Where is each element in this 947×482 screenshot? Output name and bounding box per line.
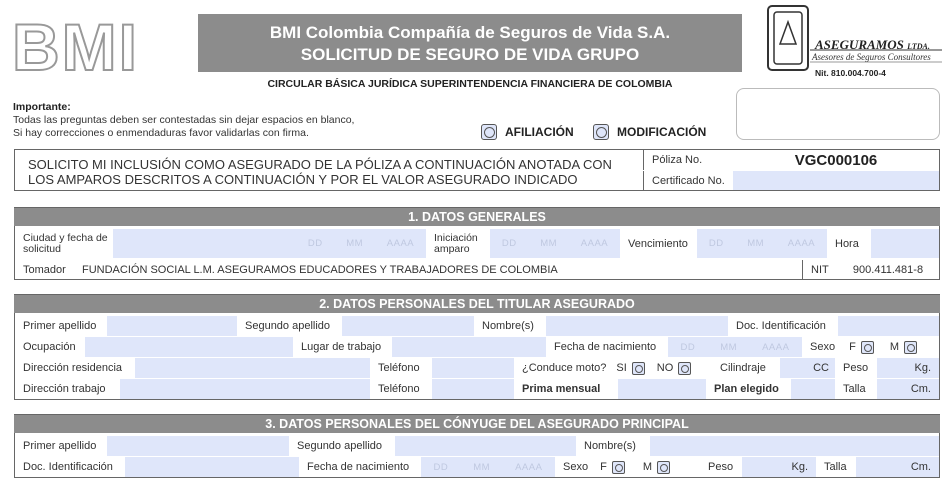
ocupacion-input[interactable] — [85, 337, 293, 357]
dir-residencia-input[interactable] — [135, 358, 370, 378]
conyuge-sexo-f-label: F — [600, 461, 607, 473]
dir-residencia-label: Dirección residencia — [15, 358, 135, 378]
nombres-input[interactable] — [546, 316, 728, 336]
telefono-trabajo-label: Teléfono — [370, 379, 432, 399]
si-label: SI — [616, 362, 627, 374]
doc-id-label: Doc. Identificación — [728, 316, 838, 336]
plan-elegido-input[interactable] — [791, 379, 835, 399]
ciudad-input[interactable] — [113, 229, 296, 258]
conyuge-nombres-label: Nombre(s) — [576, 436, 650, 456]
conyuge-peso-label: Peso — [700, 457, 742, 477]
afiliacion-option[interactable] — [481, 122, 574, 142]
conyuge-fecha-nacimiento-label: Fecha de nacimiento — [299, 457, 421, 477]
aaaa-placeholder: AAAA — [386, 238, 415, 249]
conyuge-cm-unit: Cm. — [910, 461, 931, 473]
brand-tagline: Asesores de Seguros Consultores — [812, 52, 931, 62]
conyuge-doc-id-label: Doc. Identificación — [15, 457, 125, 477]
lugar-trabajo-input[interactable] — [392, 337, 546, 357]
conduce-moto-label: ¿Conduce moto? — [522, 362, 607, 374]
important-line-1: Todas las preguntas deben ser contestadas sin dejar espacios en blanco, — [13, 114, 355, 126]
conyuge-primer-apellido-label: Primer apellido — [15, 436, 107, 456]
kg-unit: Kg. — [914, 362, 931, 374]
telefono-input[interactable] — [432, 358, 514, 378]
dir-trabajo-label: Dirección trabajo — [15, 379, 120, 399]
tomador-value: FUNDACIÓN SOCIAL L.M. ASEGURAMOS EDUCADORES Y TRABAJADORES DE COLOMBIA — [82, 263, 558, 276]
talla-input[interactable] — [877, 379, 939, 399]
conyuge-segundo-apellido-input[interactable] — [395, 436, 576, 456]
bmi-logo — [12, 14, 172, 76]
conyuge-talla-label: Talla — [816, 457, 856, 477]
form-title: SOLICITUD DE SEGURO DE VIDA GRUPO — [300, 45, 640, 64]
important-title: Importante: — [13, 101, 71, 113]
nit-value: 900.411.481-8 — [852, 263, 924, 276]
aaaa-placeholder: AAAA — [515, 461, 543, 473]
cm-unit: Cm. — [910, 383, 931, 395]
talla-label: Talla — [835, 379, 877, 399]
primer-apellido-input[interactable] — [107, 316, 237, 336]
cc-unit: CC — [813, 362, 829, 374]
sexo-f-checkbox[interactable] — [861, 341, 874, 354]
conyuge-sexo-f-checkbox[interactable] — [612, 461, 625, 474]
telefono-label: Teléfono — [370, 358, 432, 378]
modificacion-checkbox[interactable] — [593, 124, 609, 140]
plan-elegido-label: Plan elegido — [706, 379, 791, 399]
telefono-trabajo-input[interactable] — [432, 379, 514, 399]
solicitud-text: SOLICITO MI INCLUSIÓN COMO ASEGURADO DE LA PÓLIZA A CONTINUACIÓN ANOTADA CON LOS AMPAROS DESCRITOS A CONTINUACIÓN Y POR EL VALOR ASEGURADO INDICADO — [28, 157, 612, 187]
ciudad-fecha-label: Ciudad y fecha de solicitud — [15, 229, 113, 258]
nombres-label: Nombre(s) — [474, 316, 546, 336]
sexo-label: Sexo — [810, 341, 836, 353]
form-header — [198, 14, 742, 72]
company-name: BMI Colombia Compañía de Seguros de Vida S.A. — [269, 23, 671, 42]
dir-trabajo-input[interactable] — [120, 379, 370, 399]
mm-placeholder: MM — [346, 238, 364, 249]
conduce-moto-group — [514, 358, 712, 378]
dd-placeholder: DD — [680, 341, 696, 353]
conyuge-sexo-label: Sexo — [563, 461, 589, 473]
conyuge-primer-apellido-input[interactable] — [107, 436, 289, 456]
peso-input[interactable] — [877, 358, 939, 378]
aaaa-placeholder: AAAA — [762, 341, 790, 353]
afiliacion-checkbox[interactable] — [481, 124, 497, 140]
modificacion-option[interactable] — [593, 122, 706, 142]
no-checkbox[interactable] — [678, 362, 691, 375]
mm-placeholder: MM — [720, 341, 738, 353]
bmi-logo-text: BMI — [12, 14, 139, 76]
ocupacion-label: Ocupación — [15, 337, 85, 357]
dd-placeholder: DD — [307, 238, 323, 249]
mm-placeholder: MM — [747, 238, 765, 249]
conyuge-sexo-m-label: M — [642, 461, 652, 473]
fecha-nacimiento-input[interactable] — [668, 337, 802, 357]
certificado-label: Certificado No. — [643, 171, 733, 190]
conyuge-nombres-input[interactable] — [650, 436, 939, 456]
lugar-trabajo-label: Lugar de trabajo — [293, 337, 392, 357]
poliza-value: VGC000106 — [794, 151, 878, 169]
dd-placeholder: DD — [708, 238, 724, 249]
cilindraje-label: Cilindraje — [712, 358, 780, 378]
modificacion-label: MODIFICACIÓN — [617, 125, 707, 139]
vencimiento-label: Vencimiento — [620, 229, 697, 258]
no-label: NO — [656, 362, 674, 374]
important-line-2: Si hay correcciones o enmendaduras favor validarlas con firma. — [13, 127, 309, 139]
vencimiento-date-input[interactable] — [697, 229, 827, 258]
conyuge-sexo-m-checkbox[interactable] — [657, 461, 670, 474]
mm-placeholder: MM — [540, 238, 558, 249]
conyuge-talla-input[interactable] — [856, 457, 939, 477]
dd-placeholder: DD — [501, 238, 517, 249]
primer-apellido-label: Primer apellido — [15, 316, 107, 336]
fecha-nacimiento-label: Fecha de nacimiento — [546, 337, 668, 357]
segundo-apellido-label: Segundo apellido — [237, 316, 342, 336]
mm-placeholder: MM — [473, 461, 491, 473]
hora-label: Hora — [827, 229, 871, 258]
section-3-title: 3. DATOS PERSONALES DEL CÓNYUGE DEL ASEGURADO PRINCIPAL — [14, 415, 940, 433]
sexo-m-checkbox[interactable] — [904, 341, 917, 354]
iniciacion-label: Iniciación amparo — [426, 229, 490, 258]
sexo-m-label: M — [889, 341, 899, 353]
conyuge-sexo-group — [555, 457, 700, 477]
brand-nit: Nit. 810.004.700-4 — [815, 68, 886, 78]
tomador-label: Tomador — [15, 260, 75, 279]
sexo-f-label: F — [849, 341, 856, 353]
doc-id-input[interactable] — [838, 316, 939, 336]
section-1-title: 1. DATOS GENERALES — [14, 208, 940, 226]
segundo-apellido-input[interactable] — [342, 316, 474, 336]
solicitud-date-input[interactable] — [296, 229, 426, 258]
dd-placeholder: DD — [433, 461, 449, 473]
conyuge-kg-unit: Kg. — [791, 461, 808, 473]
conyuge-doc-id-input[interactable] — [125, 457, 299, 477]
prima-mensual-label: Prima mensual — [514, 379, 618, 399]
hora-input[interactable] — [871, 229, 939, 258]
conyuge-fecha-nacimiento-input[interactable] — [421, 457, 555, 477]
stamp-box — [736, 88, 940, 140]
prima-mensual-input[interactable] — [618, 379, 706, 399]
certificado-input[interactable] — [733, 171, 939, 190]
nit-label: NIT — [802, 260, 838, 279]
cilindraje-input[interactable] — [780, 358, 835, 378]
brand-name: ASEGURAMOS LTDA. — [815, 37, 930, 52]
aaaa-placeholder: AAAA — [787, 238, 816, 249]
sexo-group — [802, 337, 939, 357]
circular-reference: CIRCULAR BÁSICA JURÍDICA SUPERINTENDENCIA FINANCIERA DE COLOMBIA — [267, 78, 673, 90]
conyuge-segundo-apellido-label: Segundo apellido — [289, 436, 395, 456]
iniciacion-date-input[interactable] — [490, 229, 620, 258]
conyuge-peso-input[interactable] — [742, 457, 816, 477]
poliza-label: Póliza No. — [643, 150, 733, 170]
peso-label: Peso — [835, 358, 877, 378]
afiliacion-label: AFILIACIÓN — [505, 125, 574, 139]
si-checkbox[interactable] — [632, 362, 645, 375]
aaaa-placeholder: AAAA — [580, 238, 609, 249]
section-2-title: 2. DATOS PERSONALES DEL TITULAR ASEGURADO — [14, 295, 940, 313]
